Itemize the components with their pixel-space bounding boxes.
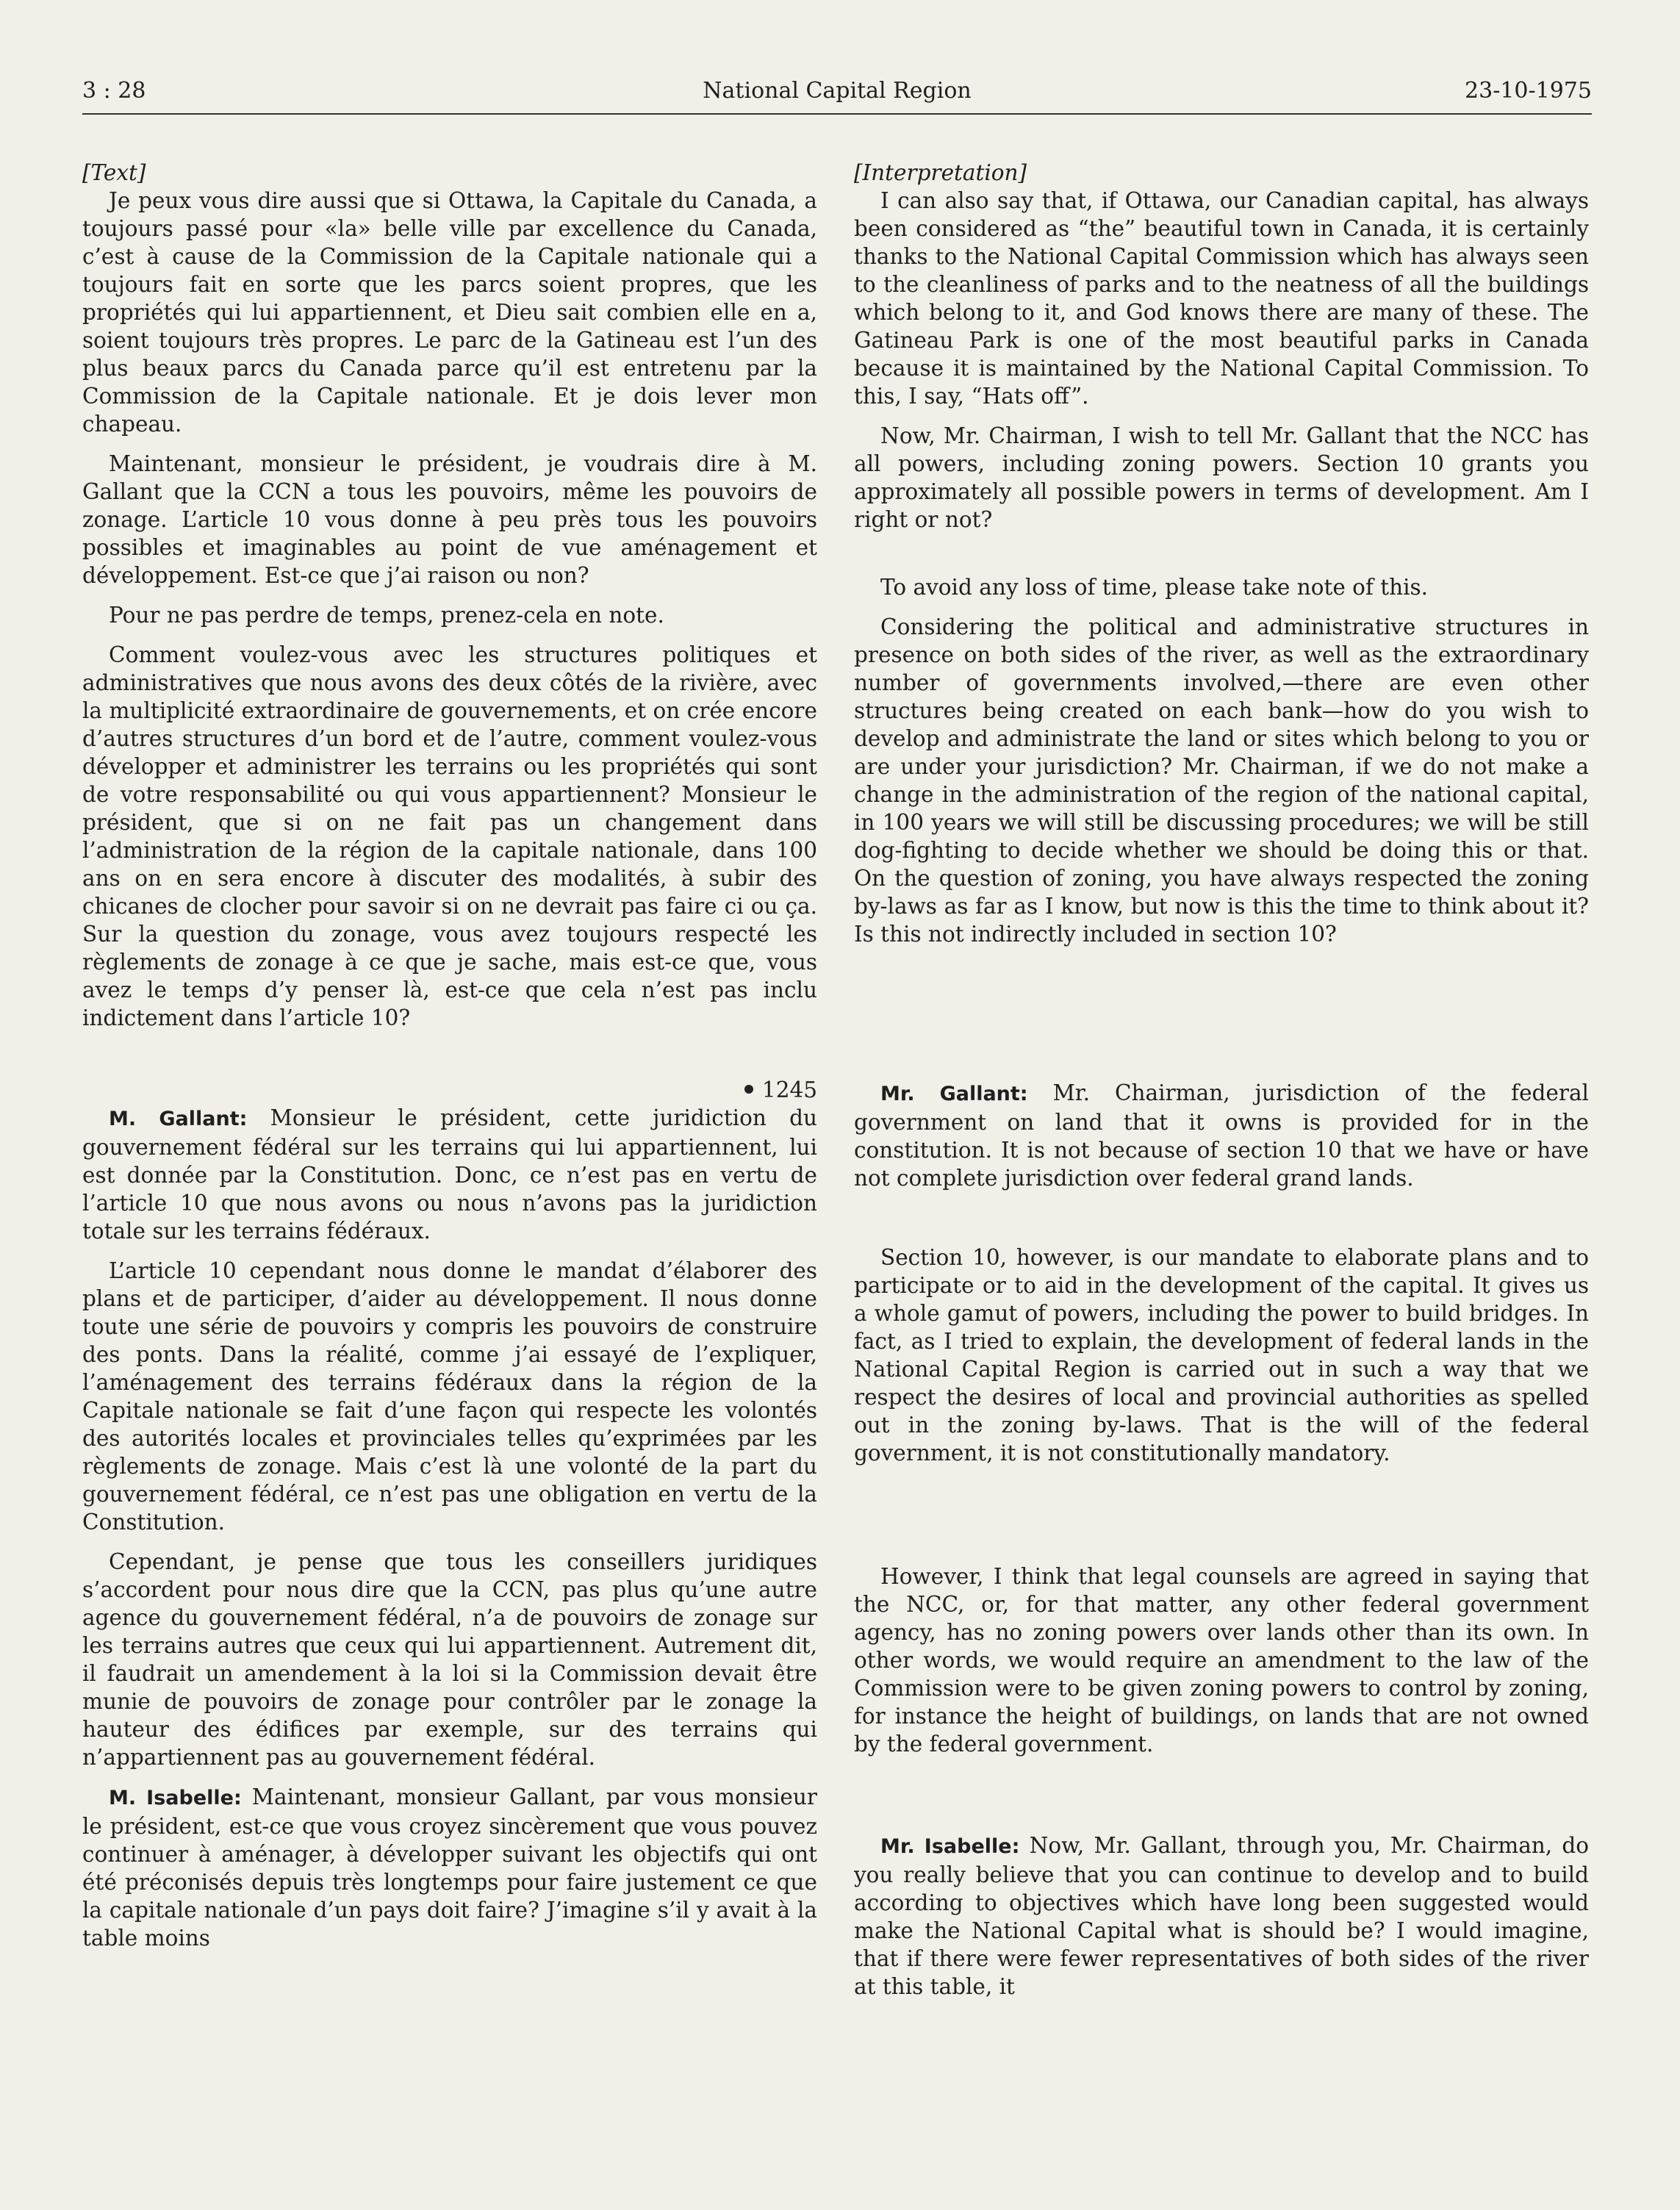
speaker-paragraph [854,1831,1589,2001]
time-marker [82,1076,817,1104]
paragraph: Comment voulez-vous avec les structures politiques et administratives que nous avons des deux côtés de la rivière, avec la multiplicité extraordinaire de gouvernements, et on crée encore d’autres structures d’un bord et de l’autre, comment voulez-vous développer et administrer les terrains ou les propriétés qui sont de votre responsabilité ou qui vous appartiennent? Monsieur le président, que si on ne fait pas un changement dans l’administration de la région de la capitale nationale, dans 100 ans on en sera encore à discuter des modalités, à subir des chicanes de clocher pour savoir si on ne devrait pas faire ci ou ça. Sur la question du zonage, vous avez toujours respecté les règlements de zonage à ce que je sache, mais est-ce que, vous avez le temps d’y penser là, est-ce que cela n’est pas inclu indictement dans l’article 10? [82,642,817,1030]
time-text: 1245 [761,1077,817,1102]
paragraph: Considering the political and administrative structures in presence on both sides of the river, as well as the extraordinary number of governments involved,—there are even other structures being created on each bank—how do you wish to develop and administrate the land or sites which belong to you or are under your jurisdiction? Mr. Chairman, if we do not make a change in the administration of the region of the national capital, in 100 years we will still be discussing procedures; we will be still dog-fighting to decide whether we should be doing this or that. On the question of zoning, you have always respected the zoning by-laws as far as I know, but now is this the time to think about it? Is this not indirectly included in section 10? [854,614,1589,947]
speaker-paragraph [854,1079,1589,1192]
paragraph: I can also say that, if Ottawa, our Canadian capital, has always been considered as “the” beautiful town in Canada, it is certainly thanks to the National Capital Commission which has always seen to the cleanliness of parks and to the neatness of all the buildings which belong to it, and God knows there are many of these. The Gatineau Park is one of the most beautiful parks in Canada because it is maintained by the National Capital Commission. To this, I say, “Hats off”. [854,188,1589,409]
header-date: 23-10-1975 [1465,78,1592,104]
speech-text: Now, Mr. Gallant, through you, Mr. Chairman, do you really believe that you can continue to develop and to build according to objectives which have long been suggested would make the National Capital what is should be? I would imagine, that if there were fewer representatives of both sides of the river at this table, it [854,1833,1589,1999]
paragraph: Cependant, je pense que tous les conseillers juridiques s’accordent pour nous dire que la CCN, pas plus qu’une autre agence du gouvernement fédéral, n’a de pouvoirs de zonage sur les terrains autres que ceux qui lui appartiennent. Autrement dit, il faudrait un amendement à la loi si la Commission devait être munie de pouvoirs de zonage pour contrôler par le zonage la hauteur des édifices par exemple, sur des terrains qui n’appartiennent pas au gouvernement fédéral. [82,1549,817,1770]
label-text: Text [90,160,137,185]
paragraph: Je peux vous dire aussi que si Ottawa, la Capitale du Canada, a toujours passé pour «la» belle ville par excellence du Canada, c’est à cause de la Commission de la Capitale nationale qui a toujours fait en sorte que les parcs soient propres, que les propriétés qui lui appartiennent, et Dieu sait combien elle en a, soient toujours très propres. Le parc de la Gatineau est l’un des plus beaux parcs du Canada parce qu’il est entretenu par la Commission de la Capitale nationale. Et je dois lever mon chapeau. [82,188,817,437]
speech-text: Monsieur le président, cette juridiction du gouvernement fédéral sur les terrains qui lui appartiennent, lui est donnée par la Constitution. Donc, ce n’est pas en vertu de l’article 10 que nous avons ou nous n’avons pas la juridiction totale sur les terrains fédéraux. [82,1105,817,1244]
paragraph: To avoid any loss of time, please take note of this. [880,575,1429,600]
page-number: 3 : 28 [82,78,146,104]
paragraph: Now, Mr. Chairman, I wish to tell Mr. Gallant that the NCC has all powers, including zoning powers. Section 10 grants you approximately all possible powers in terms of development. Am I right or not? [854,423,1589,532]
speech-text: Mr. Chairman, jurisdiction of the federal government on land that it owns is provided for in the constitution. It is not because of section 10 that we have or have not complete jurisdiction over federal grand lands. [854,1080,1589,1191]
running-title: National Capital Region [703,78,972,104]
english-column [854,159,1589,2012]
speaker-name: Mr. Isabelle: [880,1835,1020,1858]
paragraph: Section 10, however, is our mandate to elaborate plans and to participate or to aid in the development of the capital. It gives us a whole gamut of powers, including the power to build bridges. In fact, as I tried to explain, the development of federal lands in the National Capital Region is carried out in such a way that we respect the desires of local and provincial authorities as spelled out in the zoning by-laws. That is the will of the federal government, it is not constitutionally mandatory. [854,1245,1589,1465]
column-label: [Text] [82,160,146,185]
paragraph: However, I think that legal counsels are agreed in saying that the NCC, or, for that matter, any other federal government agency, has no zoning powers over lands other than its own. In other words, we would require an amendment to the law of the Commission were to be given zoning powers to control by zoning, for instance the height of buildings, on lands that are not owned by the federal government. [854,1564,1589,1757]
speaker-name: M. Gallant: [109,1108,248,1130]
page-header [82,78,1592,115]
speaker-paragraph [82,1783,817,1952]
speech-text: Maintenant, monsieur Gallant, par vous monsieur le président, est-ce que vous croyez sincèrement que vous pouvez continuer à aménager, à développer suivant les objectifs qui ont été préconisés depuis très longtemps pour faire justement ce que la capitale nationale d’un pays doit faire? J’imagine s’il y avait à la table moins [82,1784,817,1951]
speaker-name: Mr. Gallant: [880,1083,1028,1105]
french-column [82,159,817,1964]
speaker-paragraph [82,1104,817,1245]
column-label: [Interpretation] [854,160,1027,185]
speaker-name: M. Isabelle: [109,1787,242,1809]
paragraph: Pour ne pas perdre de temps, prenez-cela en note. [109,603,664,628]
bullet-icon [744,1085,753,1094]
paragraph: L’article 10 cependant nous donne le mandat d’élaborer des plans et de participer, d’aider au développement. Il nous donne toute une série de pouvoirs y compris les pouvoirs de construire des ponts. Dans la réalité, comme j’ai essayé de l’expliquer, l’aménagement des terrains fédéraux dans la région de la Capitale nationale se fait d’une façon qui respecte les volontés des autorités locales et provinciales telles qu’exprimées par les règlements de zonage. Mais c’est là une volonté de la part du gouvernement fédéral, ce n’est pas une obligation en vertu de la Constitution. [82,1258,817,1535]
paragraph: Maintenant, monsieur le président, je voudrais dire à M. Gallant que la CCN a tous les pouvoirs, même les pouvoirs de zonage. L’article 10 vous donne à peu près tous les pouvoirs possibles et imaginables au point de vue aménagement et développement. Est-ce que j’ai raison ou non? [82,451,817,588]
label-text: Interpretation [862,160,1019,185]
